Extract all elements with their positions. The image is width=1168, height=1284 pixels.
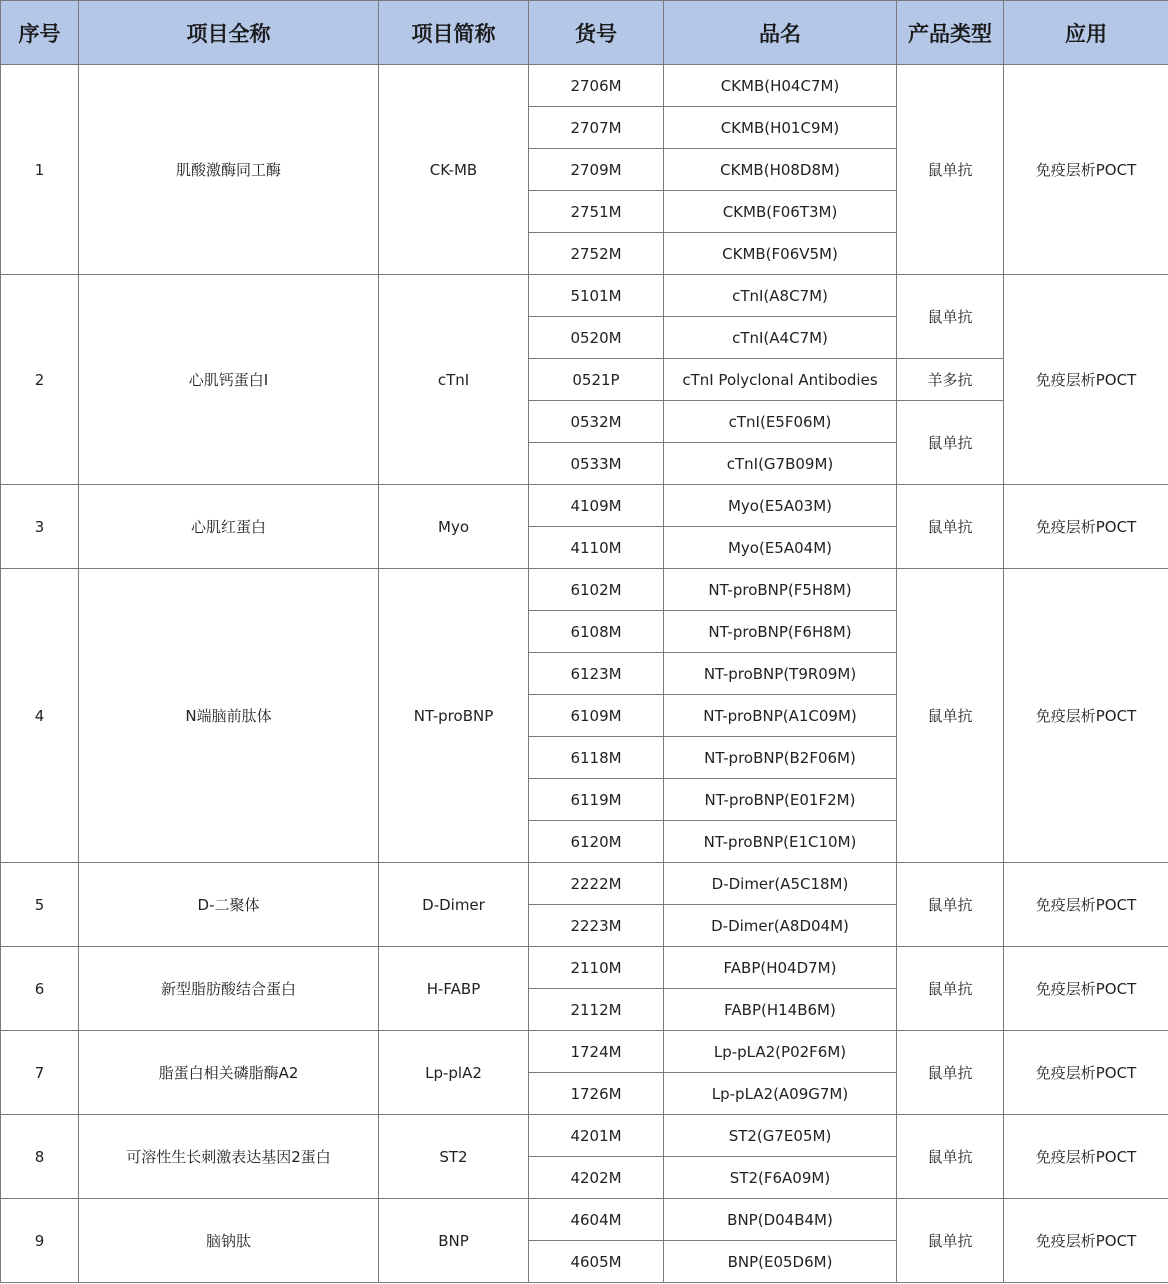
product-type-cell: 羊多抗 (897, 359, 1004, 401)
application-cell: 免疫层析POCT (1004, 1199, 1168, 1283)
application-cell: 免疫层析POCT (1004, 1115, 1168, 1199)
full-name-cell: 心肌红蛋白 (79, 485, 379, 569)
item-code-cell: 4110M (529, 527, 664, 569)
product-type-cell: 鼠单抗 (897, 1199, 1004, 1283)
product-name-cell: cTnI(A8C7M) (664, 275, 897, 317)
item-code-cell: 2751M (529, 191, 664, 233)
abbreviation-cell: cTnI (379, 275, 529, 485)
item-code-cell: 2706M (529, 65, 664, 107)
table-row (1, 863, 1168, 905)
item-code-cell: 4201M (529, 1115, 664, 1157)
product-name-cell: FABP(H04D7M) (664, 947, 897, 989)
product-name-cell: CKMB(H01C9M) (664, 107, 897, 149)
item-code-cell: 2752M (529, 233, 664, 275)
table-row (1, 275, 1168, 317)
index-cell: 4 (1, 569, 79, 863)
header-index: 序号 (1, 1, 79, 65)
product-name-cell: Myo(E5A03M) (664, 485, 897, 527)
product-name-cell: NT-proBNP(T9R09M) (664, 653, 897, 695)
header-abbreviation: 项目简称 (379, 1, 529, 65)
application-cell: 免疫层析POCT (1004, 569, 1168, 863)
item-code-cell: 4109M (529, 485, 664, 527)
header-row (1, 1, 1168, 65)
abbreviation-cell: NT-proBNP (379, 569, 529, 863)
full-name-cell: 脂蛋白相关磷脂酶A2 (79, 1031, 379, 1115)
table-header (1, 1, 1168, 65)
product-name-cell: NT-proBNP(A1C09M) (664, 695, 897, 737)
application-cell: 免疫层析POCT (1004, 947, 1168, 1031)
item-code-cell: 6120M (529, 821, 664, 863)
item-code-cell: 6109M (529, 695, 664, 737)
item-code-cell: 0520M (529, 317, 664, 359)
abbreviation-cell: BNP (379, 1199, 529, 1283)
table-row (1, 1031, 1168, 1073)
product-name-cell: NT-proBNP(F6H8M) (664, 611, 897, 653)
product-name-cell: ST2(F6A09M) (664, 1157, 897, 1199)
abbreviation-cell: Lp-plA2 (379, 1031, 529, 1115)
product-type-cell: 鼠单抗 (897, 65, 1004, 275)
product-name-cell: BNP(E05D6M) (664, 1241, 897, 1283)
product-name-cell: cTnI(A4C7M) (664, 317, 897, 359)
table-row (1, 65, 1168, 107)
item-code-cell: 4604M (529, 1199, 664, 1241)
application-cell: 免疫层析POCT (1004, 275, 1168, 485)
full-name-cell: 心肌钙蛋白I (79, 275, 379, 485)
product-type-cell: 鼠单抗 (897, 1031, 1004, 1115)
table-row (1, 947, 1168, 989)
item-code-cell: 2707M (529, 107, 664, 149)
product-name-cell: CKMB(H04C7M) (664, 65, 897, 107)
product-type-cell: 鼠单抗 (897, 485, 1004, 569)
item-code-cell: 0533M (529, 443, 664, 485)
item-code-cell: 6119M (529, 779, 664, 821)
product-name-cell: NT-proBNP(B2F06M) (664, 737, 897, 779)
product-name-cell: CKMB(F06V5M) (664, 233, 897, 275)
index-cell: 9 (1, 1199, 79, 1283)
item-code-cell: 0521P (529, 359, 664, 401)
product-name-cell: NT-proBNP(F5H8M) (664, 569, 897, 611)
item-code-cell: 2223M (529, 905, 664, 947)
abbreviation-cell: CK-MB (379, 65, 529, 275)
product-name-cell: cTnI Polyclonal Antibodies (664, 359, 897, 401)
full-name-cell: 可溶性生长刺激表达基因2蛋白 (79, 1115, 379, 1199)
full-name-cell: D-二聚体 (79, 863, 379, 947)
full-name-cell: 脑钠肽 (79, 1199, 379, 1283)
product-name-cell: CKMB(F06T3M) (664, 191, 897, 233)
item-code-cell: 4605M (529, 1241, 664, 1283)
index-cell: 6 (1, 947, 79, 1031)
product-name-cell: BNP(D04B4M) (664, 1199, 897, 1241)
application-cell: 免疫层析POCT (1004, 863, 1168, 947)
product-name-cell: Myo(E5A04M) (664, 527, 897, 569)
table-row (1, 1115, 1168, 1157)
product-type-cell: 鼠单抗 (897, 1115, 1004, 1199)
product-name-cell: FABP(H14B6M) (664, 989, 897, 1031)
product-name-cell: D-Dimer(A5C18M) (664, 863, 897, 905)
table-row (1, 569, 1168, 611)
product-name-cell: cTnI(G7B09M) (664, 443, 897, 485)
product-type-cell: 鼠单抗 (897, 863, 1004, 947)
item-code-cell: 6118M (529, 737, 664, 779)
index-cell: 8 (1, 1115, 79, 1199)
application-cell: 免疫层析POCT (1004, 485, 1168, 569)
product-type-cell: 鼠单抗 (897, 947, 1004, 1031)
index-cell: 1 (1, 65, 79, 275)
table-row (1, 485, 1168, 527)
product-name-cell: ST2(G7E05M) (664, 1115, 897, 1157)
item-code-cell: 5101M (529, 275, 664, 317)
index-cell: 2 (1, 275, 79, 485)
header-product-name: 品名 (664, 1, 897, 65)
item-code-cell: 2709M (529, 149, 664, 191)
abbreviation-cell: D-Dimer (379, 863, 529, 947)
item-code-cell: 1726M (529, 1073, 664, 1115)
full-name-cell: N端脑前肽体 (79, 569, 379, 863)
item-code-cell: 1724M (529, 1031, 664, 1073)
item-code-cell: 6102M (529, 569, 664, 611)
item-code-cell: 6123M (529, 653, 664, 695)
abbreviation-cell: ST2 (379, 1115, 529, 1199)
full-name-cell: 肌酸激酶同工酶 (79, 65, 379, 275)
item-code-cell: 2112M (529, 989, 664, 1031)
header-item-code: 货号 (529, 1, 664, 65)
product-type-cell: 鼠单抗 (897, 401, 1004, 485)
product-name-cell: Lp-pLA2(A09G7M) (664, 1073, 897, 1115)
header-application: 应用 (1004, 1, 1168, 65)
abbreviation-cell: Myo (379, 485, 529, 569)
header-full-name: 项目全称 (79, 1, 379, 65)
item-code-cell: 0532M (529, 401, 664, 443)
product-name-cell: Lp-pLA2(P02F6M) (664, 1031, 897, 1073)
product-name-cell: cTnI(E5F06M) (664, 401, 897, 443)
header-product-type: 产品类型 (897, 1, 1004, 65)
table-row (1, 1199, 1168, 1241)
product-name-cell: NT-proBNP(E1C10M) (664, 821, 897, 863)
product-name-cell: CKMB(H08D8M) (664, 149, 897, 191)
product-name-cell: D-Dimer(A8D04M) (664, 905, 897, 947)
product-type-cell: 鼠单抗 (897, 569, 1004, 863)
item-code-cell: 4202M (529, 1157, 664, 1199)
full-name-cell: 新型脂肪酸结合蛋白 (79, 947, 379, 1031)
abbreviation-cell: H-FABP (379, 947, 529, 1031)
item-code-cell: 2110M (529, 947, 664, 989)
table-body (1, 65, 1168, 1283)
item-code-cell: 6108M (529, 611, 664, 653)
application-cell: 免疫层析POCT (1004, 65, 1168, 275)
index-cell: 7 (1, 1031, 79, 1115)
product-type-cell: 鼠单抗 (897, 275, 1004, 359)
index-cell: 3 (1, 485, 79, 569)
item-code-cell: 2222M (529, 863, 664, 905)
index-cell: 5 (1, 863, 79, 947)
application-cell: 免疫层析POCT (1004, 1031, 1168, 1115)
product-name-cell: NT-proBNP(E01F2M) (664, 779, 897, 821)
